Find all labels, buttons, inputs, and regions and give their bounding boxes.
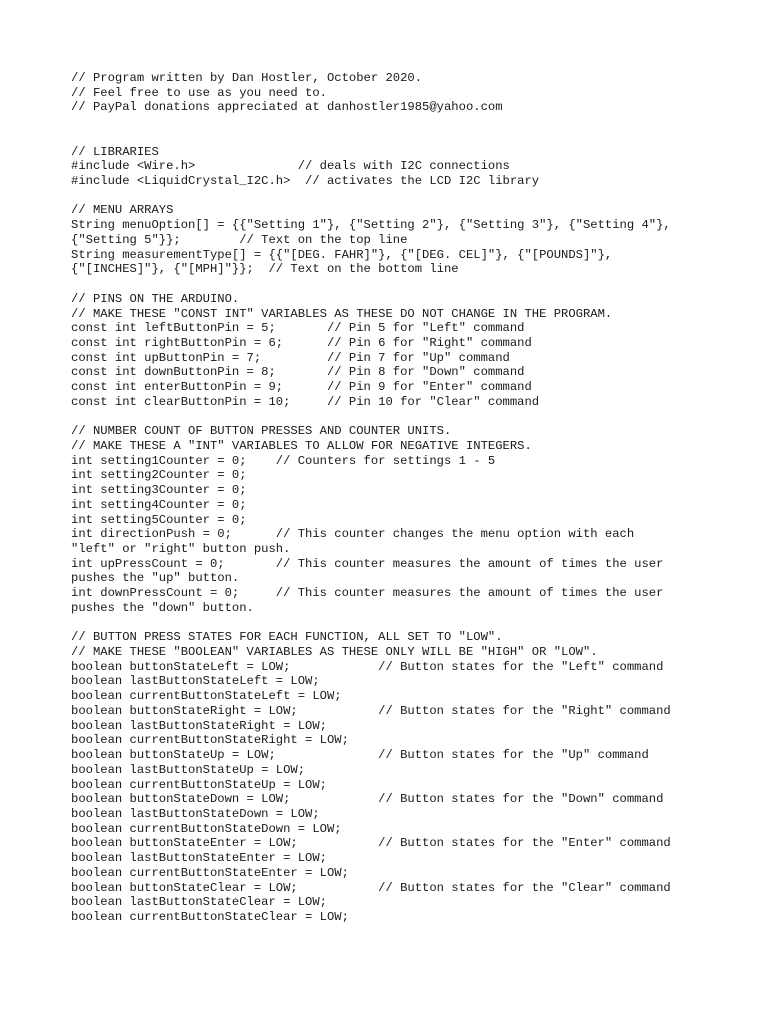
code-line: boolean lastButtonStateLeft = LOW;: [71, 674, 320, 689]
code-line: {"[INCHES]"}, {"[MPH]"}}; // Text on the bottom line: [71, 262, 459, 277]
code-line: const int downButtonPin = 8; // Pin 8 for "Down" command: [71, 365, 525, 380]
code-line: [71, 115, 671, 130]
code-line: // PayPal donations appreciated at danhostler1985@yahoo.com: [71, 100, 503, 115]
code-line: int setting3Counter = 0;: [71, 483, 247, 498]
code-line: const int leftButtonPin = 5; // Pin 5 for "Left" command: [71, 321, 525, 336]
code-line: boolean lastButtonStateRight = LOW;: [71, 718, 327, 733]
code-line: boolean currentButtonStateDown = LOW;: [71, 821, 342, 836]
code-line: const int enterButtonPin = 9; // Pin 9 for "Enter" command: [71, 380, 532, 395]
code-line: // MAKE THESE A "INT" VARIABLES TO ALLOW FOR NEGATIVE INTEGERS.: [71, 438, 532, 453]
code-line: boolean buttonStateDown = LOW; // Button states for the "Down" command: [71, 792, 664, 807]
code-line: // Feel free to use as you need to.: [71, 85, 327, 100]
code-line: boolean buttonStateUp = LOW; // Button states for the "Up" command: [71, 748, 649, 763]
code-line: boolean buttonStateClear = LOW; // Button states for the "Clear" command: [71, 880, 671, 895]
code-line: boolean lastButtonStateClear = LOW;: [71, 895, 327, 910]
code-line: [71, 277, 671, 292]
code-line: boolean buttonStateLeft = LOW; // Button states for the "Left" command: [71, 659, 664, 674]
code-line: [71, 130, 671, 145]
code-line: // NUMBER COUNT OF BUTTON PRESSES AND COUNTER UNITS.: [71, 424, 452, 439]
code-line: // MENU ARRAYS: [71, 203, 174, 218]
code-line: const int upButtonPin = 7; // Pin 7 for "Up" command: [71, 350, 510, 365]
code-line: int setting1Counter = 0; // Counters for settings 1 - 5: [71, 453, 496, 468]
code-line: const int rightButtonPin = 6; // Pin 6 for "Right" command: [71, 335, 532, 350]
code-line: String measurementType[] = {{"[DEG. FAHR]"}, {"[DEG. CEL]"}, {"[POUNDS]"},: [71, 247, 613, 262]
code-line: #include <LiquidCrystal_I2C.h> // activates the LCD I2C library: [71, 174, 540, 189]
code-line: int downPressCount = 0; // This counter measures the amount of times the user: [71, 586, 664, 601]
code-line: // BUTTON PRESS STATES FOR EACH FUNCTION, ALL SET TO "LOW".: [71, 630, 503, 645]
code-line: boolean currentButtonStateUp = LOW;: [71, 777, 327, 792]
code-line: int setting4Counter = 0;: [71, 497, 247, 512]
code-line: // PINS ON THE ARDUINO.: [71, 291, 240, 306]
code-line: // MAKE THESE "CONST INT" VARIABLES AS THESE DO NOT CHANGE IN THE PROGRAM.: [71, 306, 613, 321]
code-line: {"Setting 5"}}; // Text on the top line: [71, 232, 408, 247]
code-line: int setting2Counter = 0;: [71, 468, 247, 483]
code-line: int directionPush = 0; // This counter changes the menu option with each: [71, 527, 635, 542]
code-line: String menuOption[] = {{"Setting 1"}, {"Setting 2"}, {"Setting 3"}, {"Setting 4"},: [71, 218, 671, 233]
code-line: // MAKE THESE "BOOLEAN" VARIABLES AS THESE ONLY WILL BE "HIGH" OR "LOW".: [71, 645, 598, 660]
code-line: int upPressCount = 0; // This counter measures the amount of times the user: [71, 556, 664, 571]
code-line: // LIBRARIES: [71, 144, 159, 159]
code-line: boolean buttonStateEnter = LOW; // Button states for the "Enter" command: [71, 836, 671, 851]
code-line: #include <Wire.h> // deals with I2C connections: [71, 159, 510, 174]
code-line: // Program written by Dan Hostler, October 2020.: [71, 71, 423, 85]
code-line: [71, 616, 671, 631]
code-line: boolean lastButtonStateDown = LOW;: [71, 806, 320, 821]
code-line: boolean currentButtonStateLeft = LOW;: [71, 689, 342, 704]
code-line: boolean currentButtonStateClear = LOW;: [71, 909, 349, 924]
code-line: boolean lastButtonStateEnter = LOW;: [71, 851, 327, 866]
code-line: pushes the "down" button.: [71, 600, 254, 615]
code-line: pushes the "up" button.: [71, 571, 240, 586]
code-line: boolean lastButtonStateUp = LOW;: [71, 762, 306, 777]
code-line: boolean currentButtonStateRight = LOW;: [71, 733, 349, 748]
code-line: int setting5Counter = 0;: [71, 512, 247, 527]
code-line: [71, 189, 671, 204]
code-line: boolean currentButtonStateEnter = LOW;: [71, 865, 349, 880]
code-line: "left" or "right" button push.: [71, 542, 291, 556]
code-line: boolean buttonStateRight = LOW; // Button states for the "Right" command: [71, 703, 671, 718]
code-line: const int clearButtonPin = 10; // Pin 10 for "Clear" command: [71, 394, 540, 409]
code-listing: [71, 71, 671, 925]
code-line: [71, 410, 671, 425]
